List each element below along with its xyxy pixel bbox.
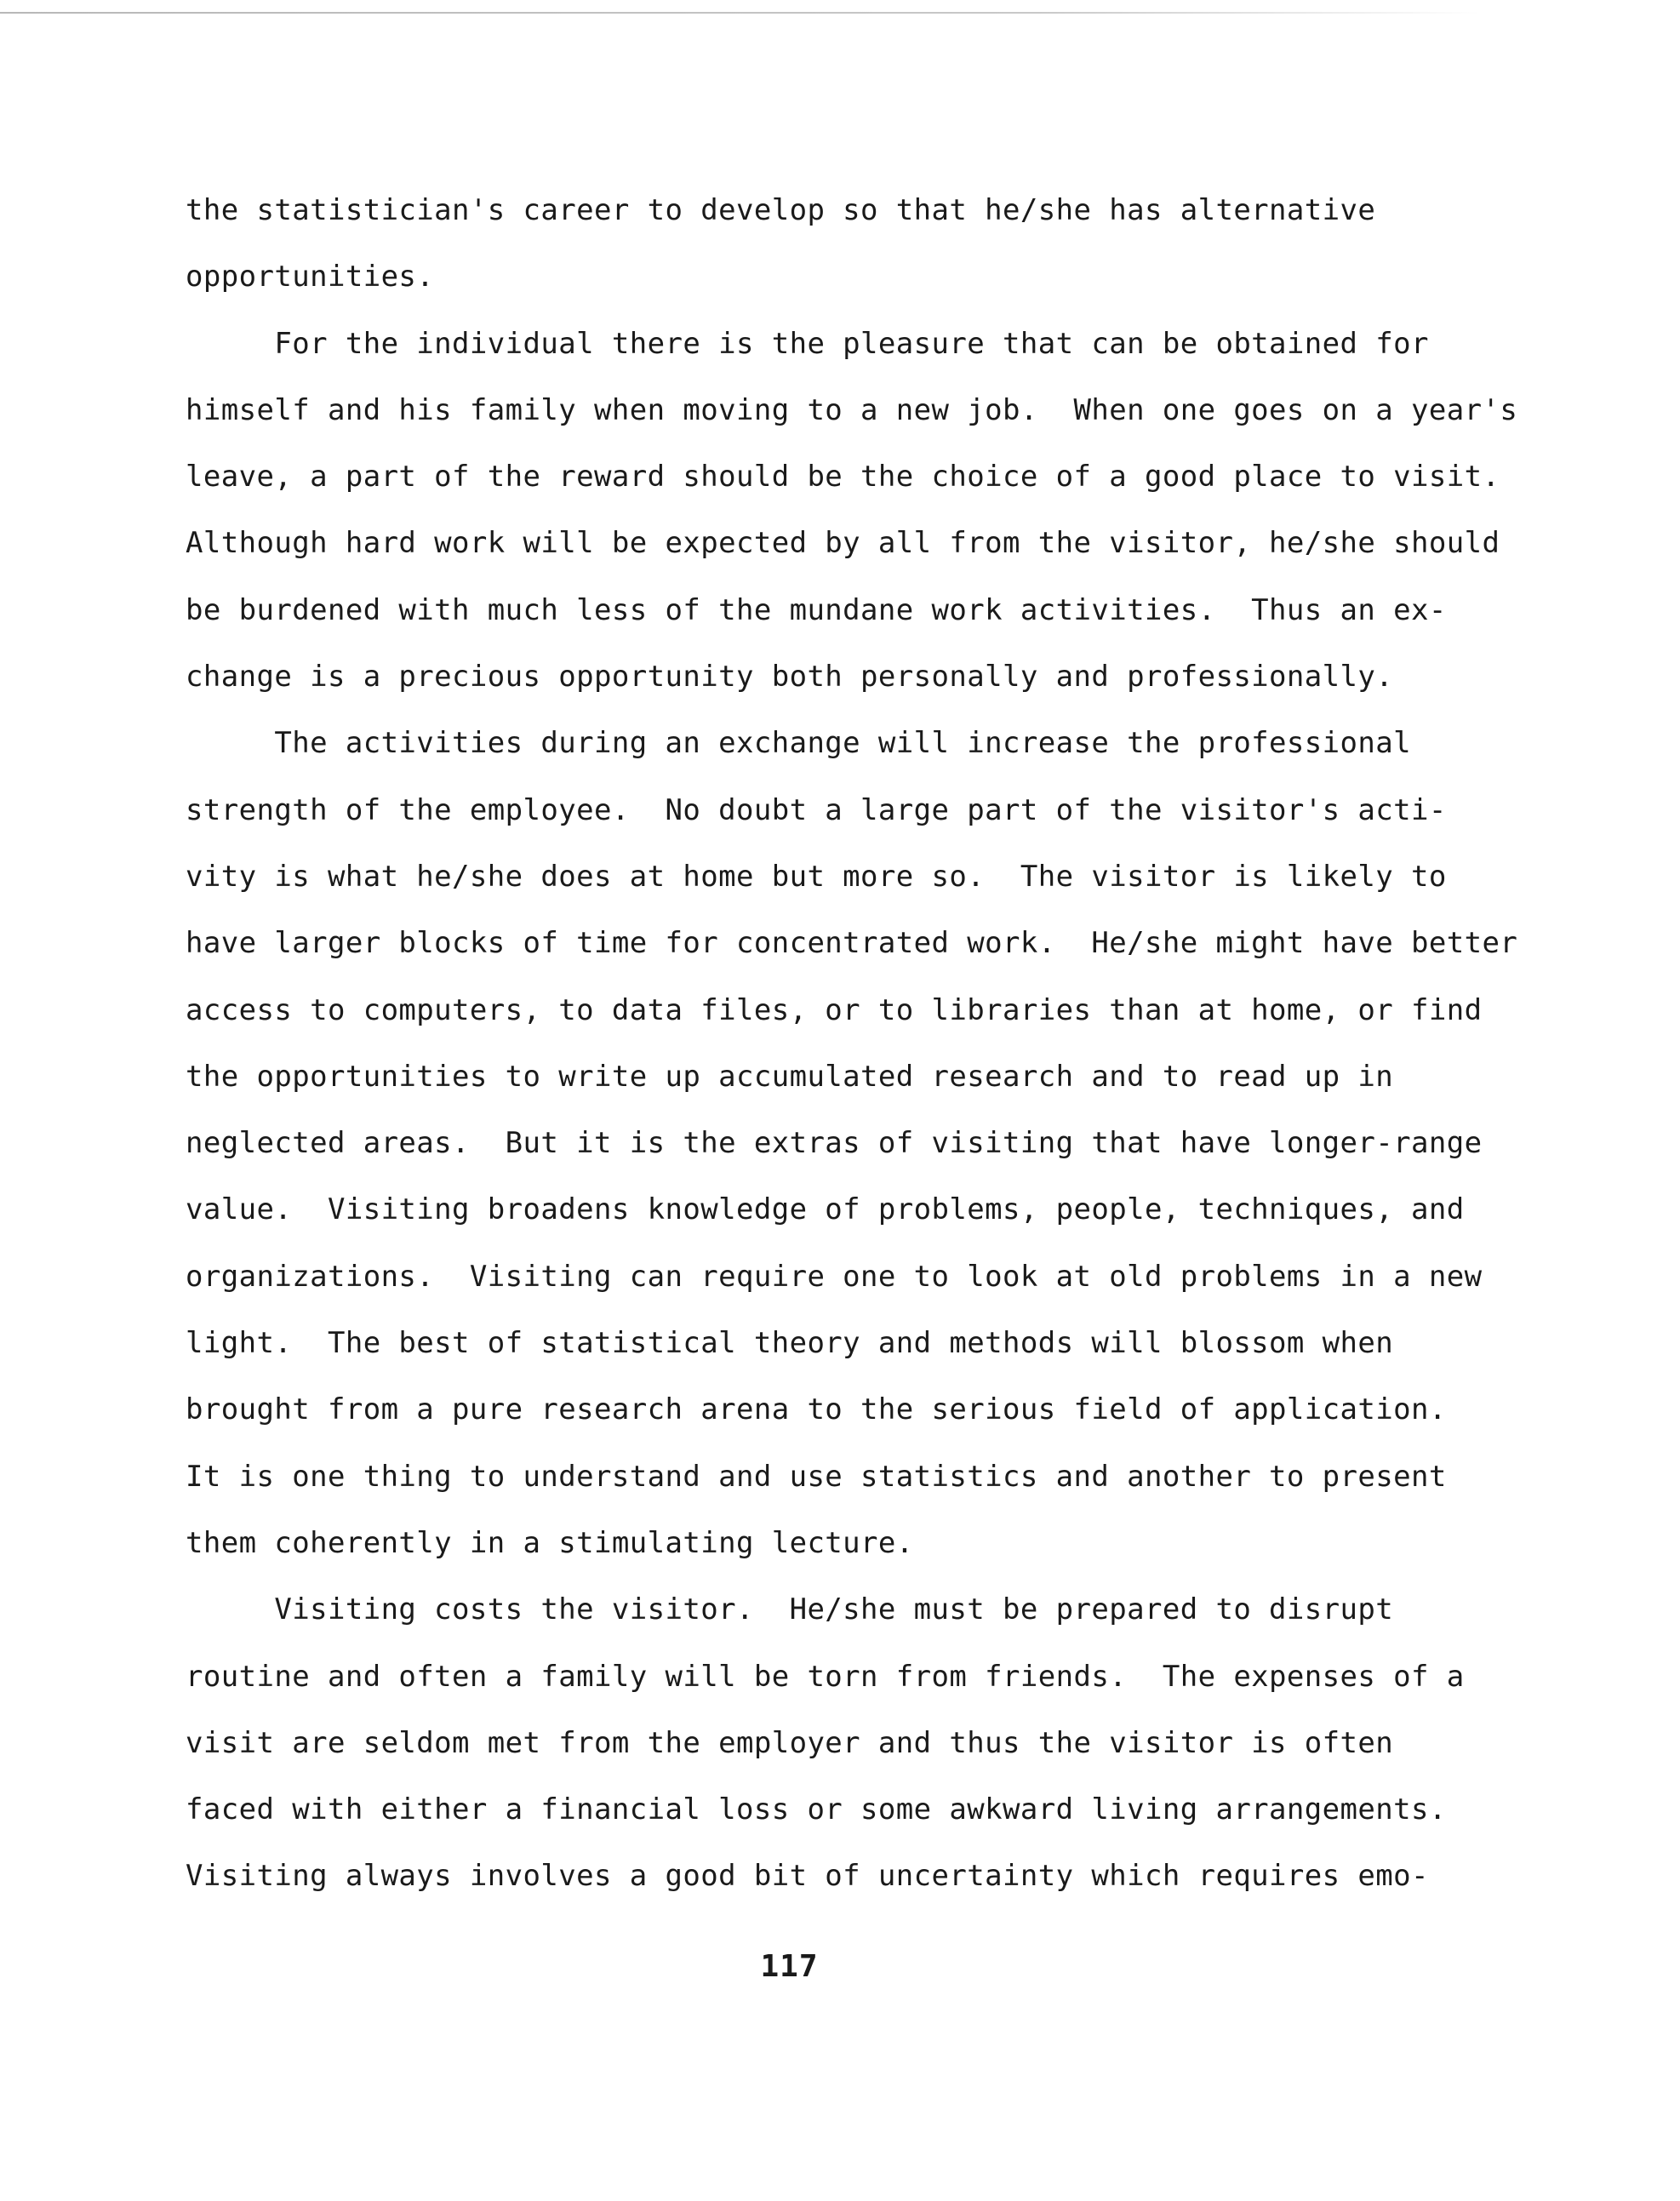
text-line: brought from a pure research arena to the serious field of application. — [186, 1392, 1447, 1427]
text-line: Visiting costs the visitor. He/she must be prepared to disrupt — [186, 1592, 1394, 1627]
text-line: value. Visiting broadens knowledge of problems, people, techniques, and — [186, 1192, 1465, 1227]
text-line: the opportunities to write up accumulated research and to read up in — [186, 1059, 1394, 1094]
text-line: It is one thing to understand and use statistics and another to present — [186, 1459, 1447, 1494]
text-line: For the individual there is the pleasure that can be obtained for — [186, 326, 1429, 361]
text-line: Visiting always involves a good bit of uncertainty which requires emo- — [186, 1859, 1429, 1894]
text-line: opportunities. — [186, 260, 435, 294]
text-line: leave, a part of the reward should be the choice of a good place to visit. — [186, 460, 1500, 495]
text-line: change is a precious opportunity both personally and professionally. — [186, 660, 1394, 695]
text-line: Although hard work will be expected by all from the visitor, he/she should — [186, 526, 1500, 561]
text-line: faced with either a financial loss or some awkward living arrangements. — [186, 1792, 1447, 1827]
text-line: organizations. Visiting can require one to look at old problems in a new — [186, 1259, 1483, 1294]
text-line: The activities during an exchange will increase the professional — [186, 726, 1412, 761]
body-text — [186, 177, 1518, 1910]
text-line: be burdened with much less of the mundane work activities. Thus an ex- — [186, 592, 1447, 627]
text-line: strength of the employee. No doubt a large part of the visitor's acti- — [186, 792, 1447, 827]
text-line: vity is what he/she does at home but more so. The visitor is likely to — [186, 859, 1447, 894]
page-number: 117 — [760, 1949, 819, 1984]
text-line: the statistician's career to develop so that he/she has alternative — [186, 193, 1376, 227]
text-line: visit are seldom met from the employer and thus the visitor is often — [186, 1725, 1394, 1760]
text-line: neglected areas. But it is the extras of visiting that have longer-range — [186, 1126, 1483, 1161]
top-border-line — [0, 12, 1481, 14]
text-line: himself and his family when moving to a new job. When one goes on a year's — [186, 392, 1518, 427]
text-line: access to computers, to data files, or to libraries than at home, or find — [186, 992, 1483, 1027]
text-line: them coherently in a stimulating lecture. — [186, 1525, 914, 1560]
text-line: light. The best of statistical theory and methods will blossom when — [186, 1326, 1394, 1361]
text-line: routine and often a family will be torn from friends. The expenses of a — [186, 1659, 1465, 1694]
text-line: have larger blocks of time for concentrated work. He/she might have better — [186, 926, 1518, 961]
